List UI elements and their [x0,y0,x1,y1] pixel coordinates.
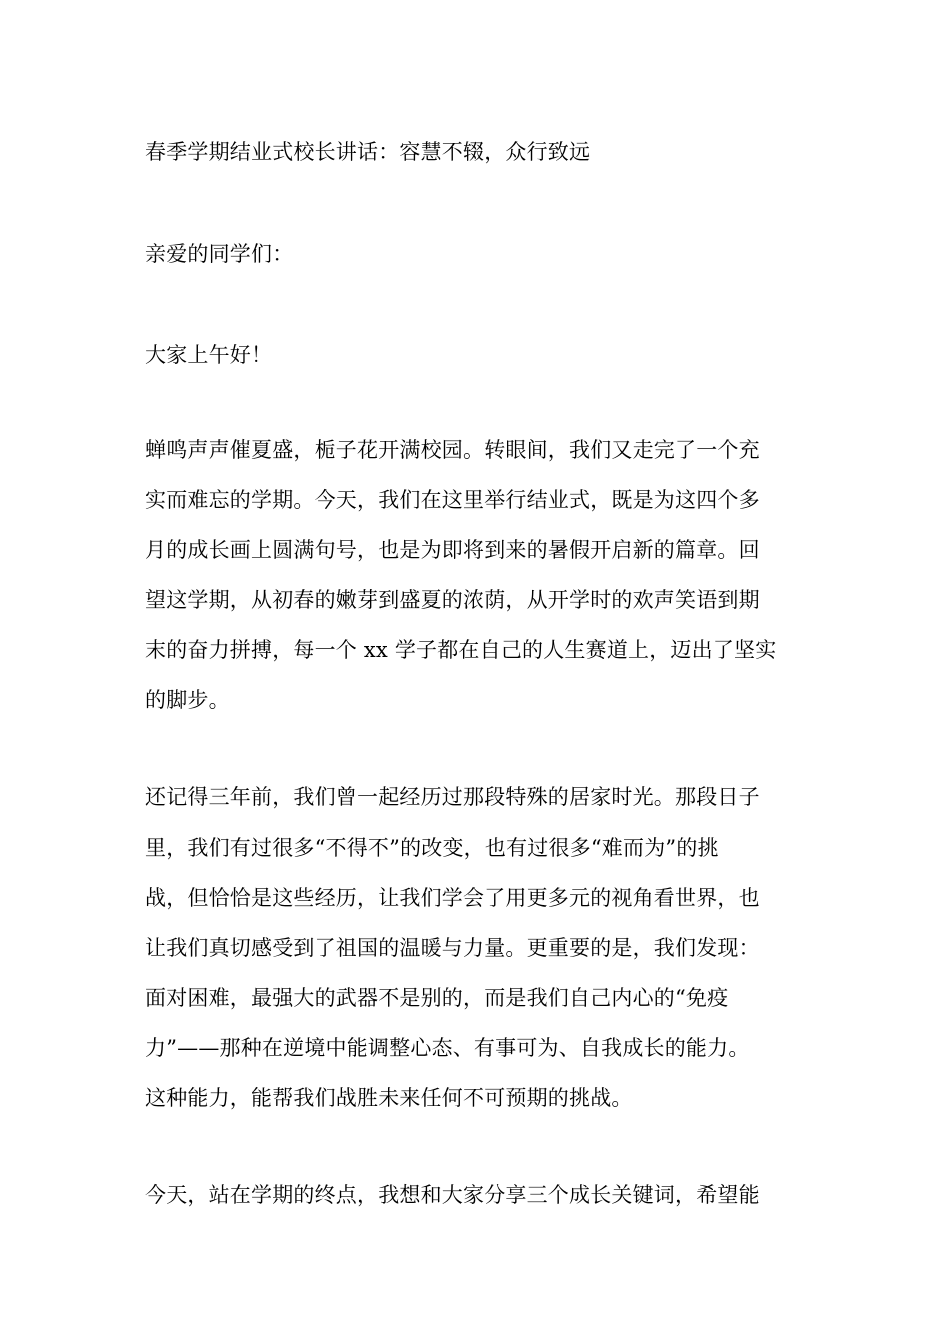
paragraph-line: 力”——那种在逆境中能调整心态、有事可为、自我成长的能力。 [145,1036,750,1060]
paragraph-line: 里，我们有过很多“不得不”的改变，也有过很多“难而为”的挑 [145,836,719,860]
paragraph-line: 末的奋力拼搏，每一个 xx 学子都在自己的人生赛道上，迈出了坚实 [145,638,777,662]
greeting: 大家上午好！ [145,343,273,367]
paragraph-line: 望这学期，从初春的嫩芽到盛夏的浓荫，从开学时的欢声笑语到期 [145,588,760,612]
paragraph-line: 的脚步。 [145,688,230,712]
paragraph-line: 实而难忘的学期。今天，我们在这里举行结业式，既是为这四个多 [145,488,760,512]
paragraph-line: 今天，站在学期的终点，我想和大家分享三个成长关键词，希望能 [145,1183,760,1207]
paragraph-line: 战，但恰恰是这些经历，让我们学会了用更多元的视角看世界，也 [145,886,760,910]
paragraph-line: 让我们真切感受到了祖国的温暖与力量。更重要的是，我们发现： [145,936,760,960]
paragraph-line: 还记得三年前，我们曾一起经历过那段特殊的居家时光。那段日子 [145,785,760,809]
salutation: 亲爱的同学们： [145,242,294,266]
paragraph-line: 面对困难，最强大的武器不是别的，而是我们自己内心的“免疫 [145,986,729,1010]
paragraph-line: 月的成长画上圆满句号，也是为即将到来的暑假开启新的篇章。回 [145,538,760,562]
document-title: 春季学期结业式校长讲话：容慧不辍，众行致远 [145,140,591,164]
paragraph-line: 这种能力，能帮我们战胜未来任何不可预期的挑战。 [145,1086,633,1110]
paragraph-line: 蝉鸣声声催夏盛，栀子花开满校园。转眼间，我们又走完了一个充 [145,438,760,462]
